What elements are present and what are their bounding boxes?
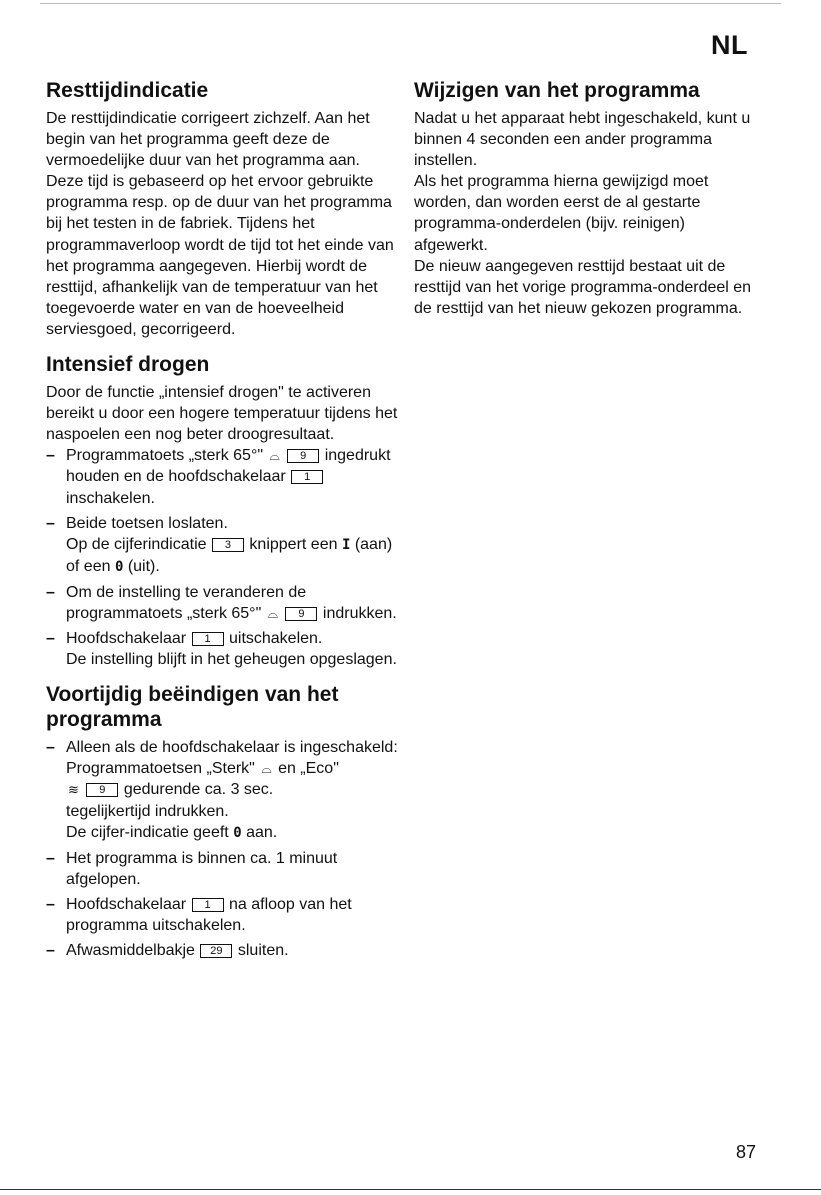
list-item: – Hoofdschakelaar 1 uitschakelen. De instelling blijft in het geheugen opgeslagen.	[46, 628, 398, 670]
cup-icon: ⌓	[267, 605, 279, 621]
cup-icon: ⌓	[261, 761, 272, 777]
voortijdig-section	[46, 682, 398, 961]
digit-symbol: 0	[233, 824, 242, 841]
list-item: – Alleen als de hoofdschakelaar is ingeschakeld: Programmatoetsen „Sterk" ⌓ en „Eco" ≋ 9 gedurende ca. 3 sec. tegelijkertijd indrukken. De cijfer-indicatie geeft 0 aan.	[46, 737, 398, 843]
bottom-rule	[0, 1189, 821, 1190]
resttijd-heading: Resttijdindicatie	[46, 79, 209, 102]
key-badge: 9	[287, 449, 319, 463]
left-column	[46, 78, 398, 973]
intensief-section	[46, 352, 398, 670]
voortijdig-heading: Voortijdig beëindigen van het programma	[46, 683, 339, 732]
right-column	[414, 78, 759, 331]
intensief-intro: Door de functie „intensief drogen" te activeren bereikt u door een hogere temperatuur tijdens het naspoelen een nog beter droogresultaat.	[46, 384, 398, 444]
key-badge: 9	[86, 783, 118, 797]
wijzigen-para-3: De nieuw aangegeven resttijd bestaat uit de resttijd van het vorige programma-onderdeel en de resttijd van het nieuw gekozen programma.	[414, 257, 752, 317]
cup-icon: ⌓	[269, 448, 280, 464]
wijzigen-para-1: Nadat u het apparaat hebt ingeschakeld, kunt u binnen 4 seconden een ander programma instellen.	[414, 110, 751, 170]
digit-symbol: I	[341, 536, 351, 553]
list-item: – Hoofdschakelaar 1 na afloop van het programma uitschakelen.	[46, 894, 398, 936]
list-item: – Om de instelling te veranderen de programmatoets „sterk 65°" ⌓ 9 indrukken.	[46, 582, 398, 624]
list-item: – Afwasmiddelbakje 29 sluiten.	[46, 940, 398, 961]
eco-icon: ≋	[68, 782, 79, 798]
digit-symbol: 0	[114, 558, 124, 575]
language-code: NL	[711, 30, 748, 60]
key-badge: 1	[291, 470, 323, 484]
key-badge: 29	[200, 944, 232, 958]
intensief-heading: Intensief drogen	[46, 353, 210, 377]
wijzigen-section	[414, 78, 759, 319]
top-rule	[40, 3, 781, 4]
key-badge: 3	[212, 538, 244, 552]
wijzigen-heading: Wijzigen van het programma	[414, 79, 700, 102]
intensief-steps	[46, 445, 398, 670]
resttijd-section	[46, 78, 398, 340]
wijzigen-para-2: Als het programma hierna gewijzigd moet worden, dan worden eerst de al gestarte programma-onderdelen (bijv. reinigen) afgewerkt.	[414, 173, 709, 254]
key-badge: 1	[192, 632, 224, 646]
key-badge: 9	[285, 607, 317, 621]
list-item: – Beide toetsen loslaten. Op de cijferindicatie 3 knippert een I (aan) of een 0 (uit).	[46, 513, 398, 578]
key-badge: 1	[192, 898, 224, 912]
page-number: 87	[735, 1142, 756, 1162]
voortijdig-steps	[46, 737, 398, 961]
list-item: – Het programma is binnen ca. 1 minuut afgelopen.	[46, 848, 398, 890]
resttijd-body: De resttijdindicatie corrigeert zichzelf. Aan het begin van het programma geeft deze de vermoedelijke duur van het programma aan. Deze tijd is gebaseerd op het ervoor gebruikte programma resp. op de duur van het programma bij het testen in de fabriek. Tijdens het programmaverloop wordt de tijd tot het einde van het programma aangegeven. Hierbij wordt de resttijd, afhankelijk van de temperatuur van het toegevoerde water en van de hoeveelheid serviesgoed, gecorrigeerd.	[46, 110, 394, 338]
list-item: – Programmatoets „sterk 65°" ⌓ 9 ingedrukt houden en de hoofdschakelaar 1 inschakelen.	[46, 445, 398, 508]
